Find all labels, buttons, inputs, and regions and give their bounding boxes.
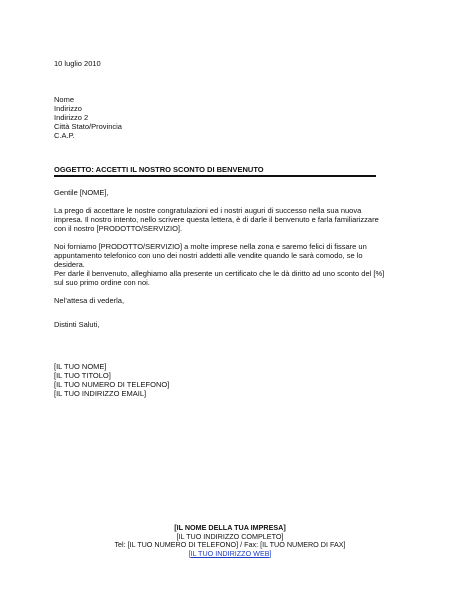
- signature-phone: [IL TUO NUMERO DI TELEFONO]: [54, 380, 170, 389]
- footer-address: [IL TUO INDIRIZZO COMPLETO]: [176, 531, 284, 541]
- recipient-city: Città Stato/Provincia: [54, 122, 122, 131]
- signature-block: [54, 362, 169, 398]
- footer-company-name: [IL NOME DELLA TUA IMPRESA]: [174, 523, 286, 532]
- signature-email: [IL TUO INDIRIZZO EMAIL]: [54, 389, 147, 398]
- signature-name: [IL TUO NOME]: [54, 362, 107, 371]
- letter-closing: Distinti Saluti,: [54, 320, 100, 329]
- body-paragraph-1: La prego di accettare le nostre congratulazioni ed i nostri auguri di successo nella sua nuova impresa. Il nostro intento, nello scrivere questa lettera, è di darle il benvenuto e farla familiarizzare con il nostro [PRODOTTO/SERVIZIO].: [54, 206, 379, 233]
- footer-web-link[interactable]: [IL TUO INDIRIZZO WEB]: [188, 548, 272, 558]
- recipient-address-line-1: Indirizzo: [54, 104, 82, 113]
- recipient-address-block: [54, 95, 122, 140]
- body-paragraph-4: Nel’attesa di vederla,: [54, 296, 125, 305]
- letter-footer: [0, 524, 460, 558]
- subject-divider: [54, 175, 376, 177]
- letter-date: 10 luglio 2010: [54, 59, 101, 68]
- signature-title: [IL TUO TITOLO]: [54, 371, 111, 380]
- recipient-zip: C.A.P.: [54, 131, 75, 140]
- footer-contact: Tel: [IL TUO NUMERO DI TELEFONO] / Fax: [IL TUO NUMERO DI FAX]: [114, 540, 346, 549]
- body-paragraph-3: Per darle il benvenuto, alleghiamo alla presente un certificato che le dà diritto ad uno sconto del [%] sul suo primo ordine con noi.: [54, 269, 385, 287]
- letter-subject: OGGETTO: ACCETTI IL NOSTRO SCONTO DI BENVENUTO: [54, 165, 264, 174]
- recipient-name: Nome: [54, 95, 75, 104]
- letter-greeting: Gentile [NOME],: [54, 188, 109, 197]
- recipient-address-line-2: Indirizzo 2: [54, 113, 89, 122]
- body-paragraph-2: Noi forniamo [PRODOTTO/SERVIZIO] a molte imprese nella zona e saremo felici di fissare un appuntamento telefonico con uno dei nostri addetti alle vendite quando le sarà comodo, se lo desidera.: [54, 242, 367, 269]
